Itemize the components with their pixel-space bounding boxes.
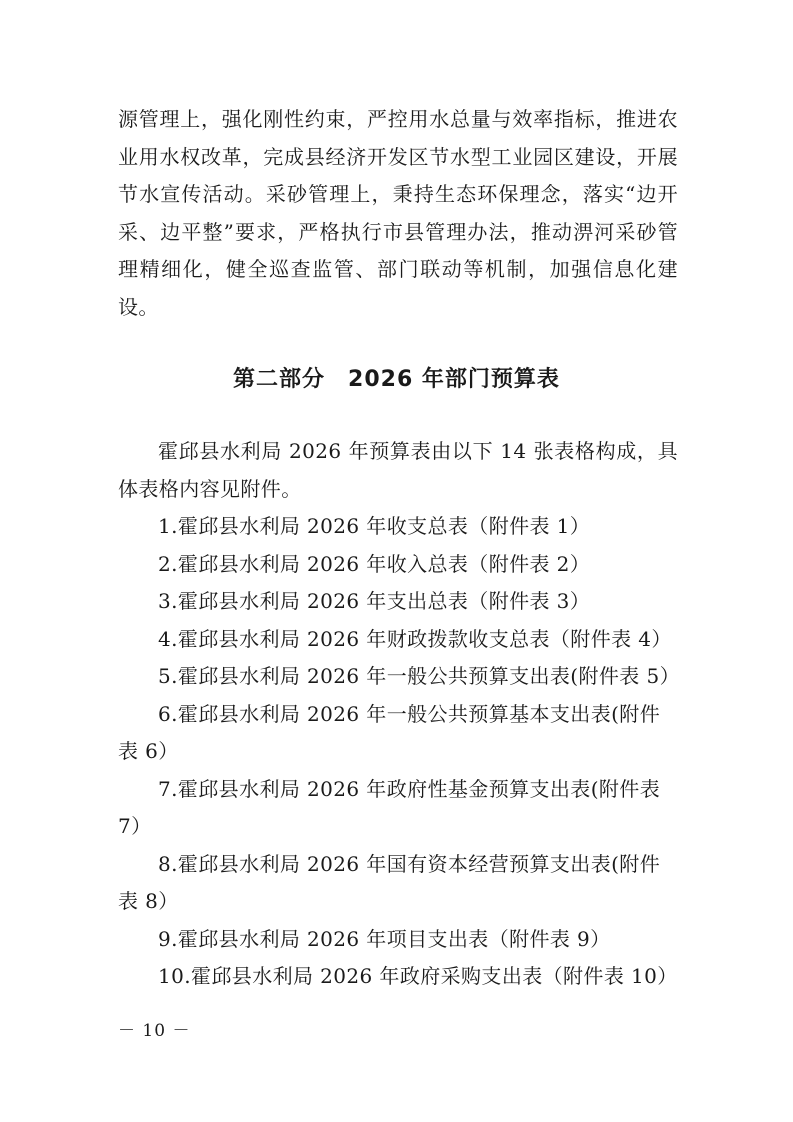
table-list-item: 1.霍邱县水利局 2026 年收支总表（附件表 1） [158, 514, 591, 538]
table-list-item: 10.霍邱县水利局 2026 年政府采购支出表（附件表 10） [158, 964, 678, 988]
table-list-item: 2.霍邱县水利局 2026 年收入总表（附件表 2） [158, 551, 591, 576]
table-list-item: 9.霍邱县水利局 2026 年项目支出表（附件表 9） [158, 926, 611, 951]
body-paragraph: 源管理上，强化刚性约束，严控用水总量与效率指标，推进农业用水权改革，完成县经济开发区节水型工业园区建设，开展节水宣传活动。采砂管理上，秉持生态环保理念，落实“边开采、边平整”要求，严格执行市县管理办法，推动淠河采砂管理精细化，健全巡查监管、部门联动等机制，加强信息化建设。 [118, 107, 678, 319]
page-number: － 10 － [118, 1021, 191, 1041]
table-list [118, 508, 678, 996]
table-list-item: 5.霍邱县水利局 2026 年一般公共预算支出表(附件表 5） [158, 664, 680, 688]
table-list-item: 3.霍邱县水利局 2026 年支出总表（附件表 3） [158, 589, 591, 613]
section-heading: 第二部分 2026 年部门预算表 [233, 367, 560, 392]
table-list-item: 6.霍邱县水利局 2026 年一般公共预算基本支出表(附件表 6） [118, 701, 661, 763]
table-list-item: 4.霍邱县水利局 2026 年财政拨款收支总表（附件表 4） [158, 626, 672, 651]
intro-paragraph: 霍邱县水利局 2026 年预算表由以下 14 张表格构成，具体表格内容见附件。 [118, 439, 678, 501]
table-list-item: 8.霍邱县水利局 2026 年国有资本经营预算支出表(附件表 8） [118, 851, 661, 913]
table-list-item: 7.霍邱县水利局 2026 年政府性基金预算支出表(附件表 7） [118, 776, 661, 838]
